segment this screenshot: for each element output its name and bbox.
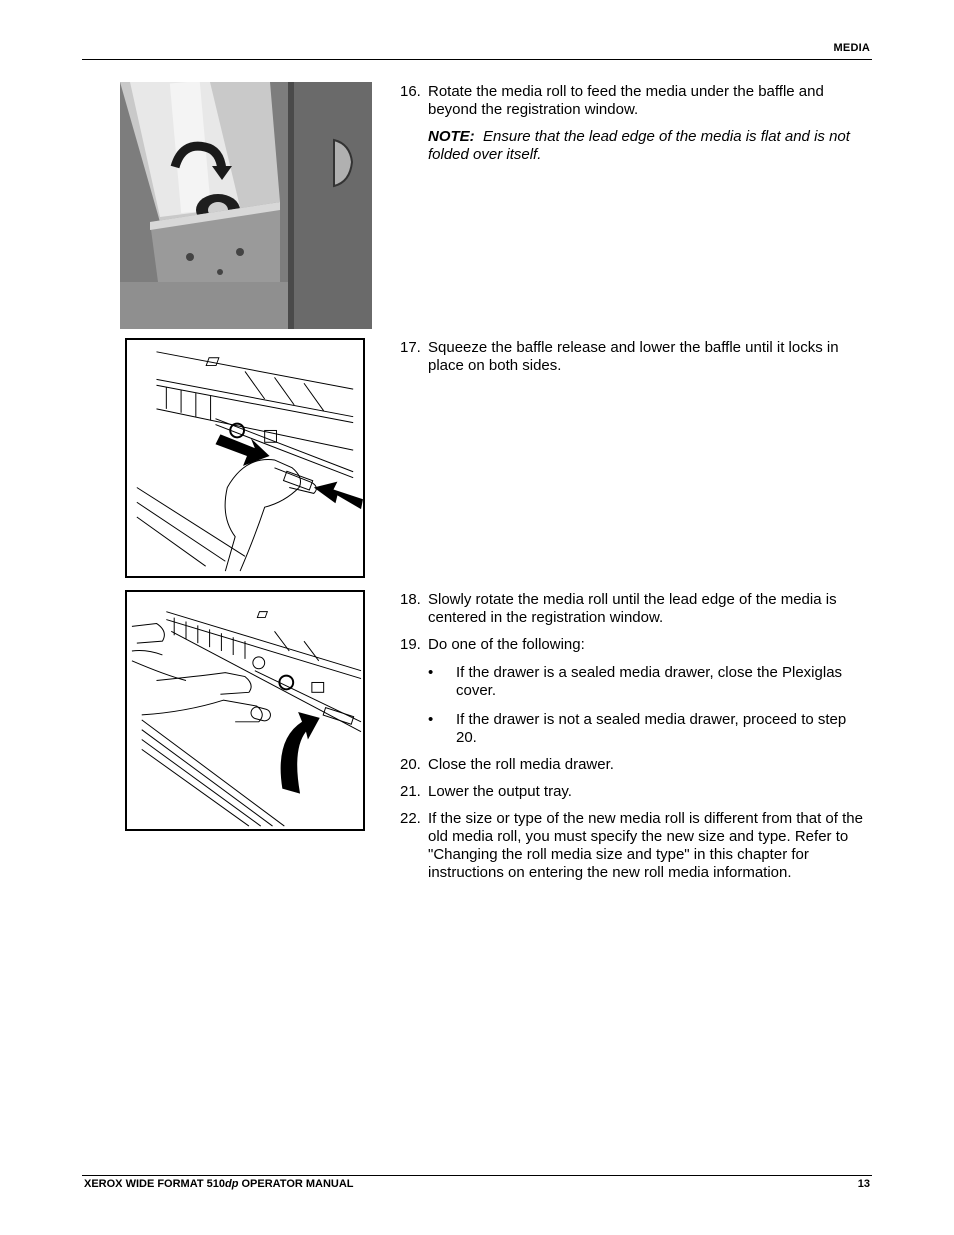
step-22: 22. If the size or type of the new media roll is different from that of the old media roll, you must specify the new size and type. Refer to "Changing the roll media size and type" in this chapter for instructions on entering the new roll media information. (400, 810, 863, 881)
baffle-release-illustration (125, 338, 365, 578)
bullet-unsealed-drawer: • If the drawer is not a sealed media drawer, proceed to step 20. (428, 711, 847, 746)
model-suffix: dp (224, 1178, 239, 1190)
step-17: 17. Squeeze the baffle release and lower the baffle until it locks in place on both sides. (400, 339, 839, 374)
running-header: MEDIA (833, 42, 870, 54)
bullet-symbol: • (428, 664, 434, 681)
step-16: 16. Rotate the media roll to feed the media under the baffle and beyond the registration window. (400, 83, 824, 118)
lower-baffle-illustration (125, 590, 365, 831)
step-18: 18. Slowly rotate the media roll until the lead edge of the media is centered in the registration window. (400, 591, 837, 626)
bullet-sealed-drawer: • If the drawer is a sealed media drawer, close the Plexiglas cover. (428, 664, 843, 699)
step-21: 21. Lower the output tray. (400, 783, 572, 800)
bullet-symbol: • (428, 711, 434, 728)
step-19: 19. Do one of the following: (400, 636, 585, 653)
footer-rule (82, 1175, 872, 1176)
note-lead-edge (428, 128, 868, 164)
note-label: NOTE: (428, 128, 475, 145)
page-number: 13 (857, 1178, 870, 1190)
step-20: 20. Close the roll media drawer. (400, 756, 614, 773)
manual-title: XEROX WIDE FORMAT 510dp OPERATOR MANUAL (84, 1178, 354, 1190)
note-text: Ensure that the lead edge of the media is flat and is not folded over itself. (428, 128, 850, 163)
media-drawer-photo (120, 82, 372, 329)
header-rule (82, 59, 872, 60)
